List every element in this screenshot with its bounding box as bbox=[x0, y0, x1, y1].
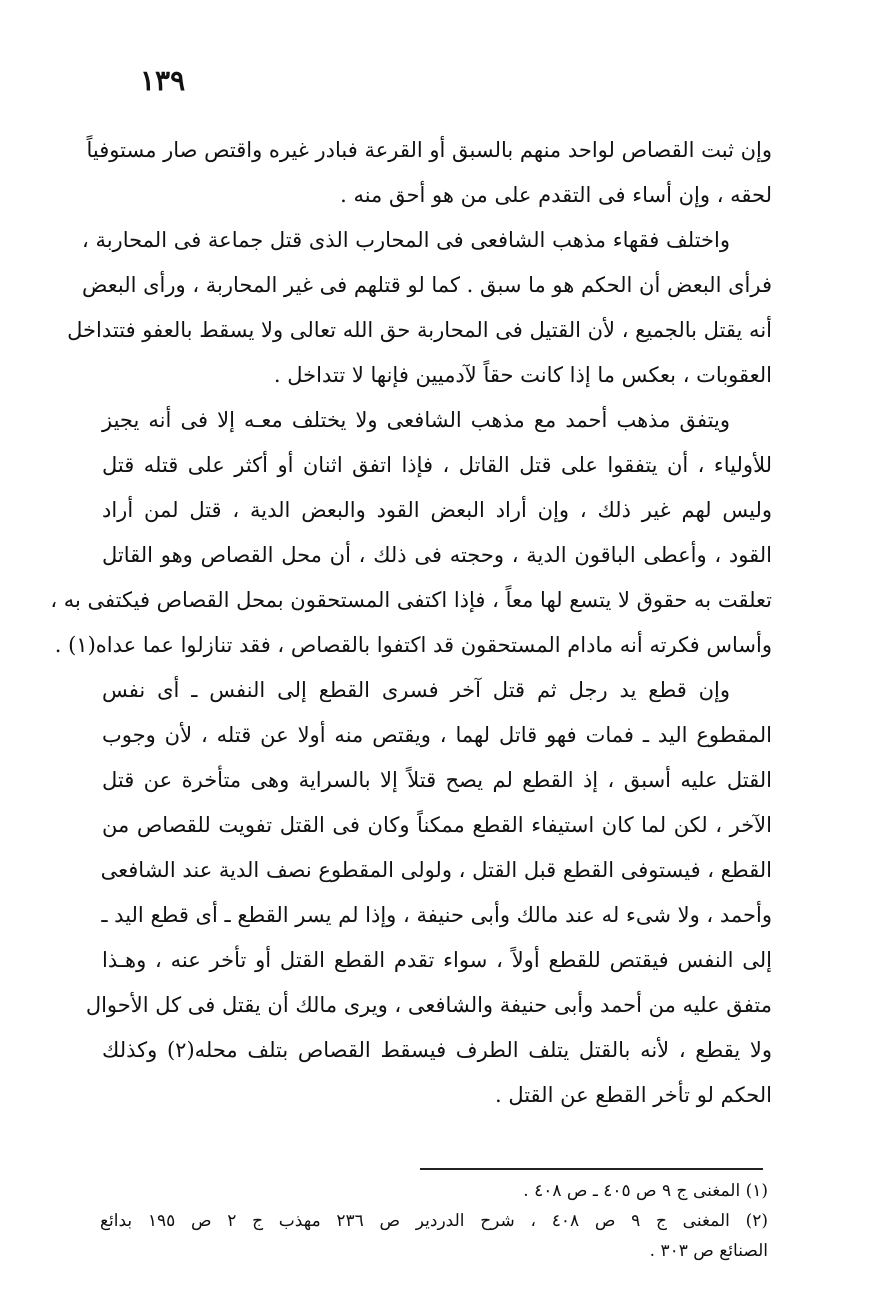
text-line: وليس لهم غير ذلك ، وإن أراد البعض القود والبعض الدية ، قتل لمن أراد bbox=[102, 498, 772, 522]
text-line: وأساس فكرته أنه مادام المستحقون قد اكتفوا بالقصاص ، فقد تنازلوا عما عداه(١) . bbox=[54, 633, 772, 657]
text-line: الحكم لو تأخر القطع عن القتل . bbox=[494, 1083, 772, 1107]
body-text bbox=[50, 128, 772, 1118]
text-line: وأحمد ، ولا شىء له عند مالك وأبى حنيفة ، وإذا لم يسر القطع ـ أى قطع اليد ـ bbox=[101, 903, 772, 927]
text-line: وإن قطع يد رجل ثم قتل آخر فسرى القطع إلى النفس ـ أى نفس bbox=[102, 678, 730, 702]
page-number: ١٣٩ bbox=[140, 64, 186, 97]
text-line: العقوبات ، بعكس ما إذا كانت حقاً لآدميين فإنها لا تتداخل . bbox=[273, 363, 772, 387]
text-line: الآخر ، لكن لما كان استيفاء القطع ممكناً وكان فى القتل تفويت للقصاص من bbox=[102, 813, 772, 837]
footnotes bbox=[100, 1176, 768, 1266]
text-line: القود ، وأعطى الباقون الدية ، وحجته فى ذلك ، أن محل القصاص وهو القاتل bbox=[102, 543, 772, 567]
text-line: القطع ، فيستوفى القطع قبل القتل ، ولولى المقطوع نصف الدية عند الشافعى bbox=[100, 858, 772, 882]
text-line: واختلف فقهاء مذهب الشافعى فى المحارب الذى قتل جماعة فى المحاربة ، bbox=[82, 228, 730, 252]
text-line: المقطوع اليد ـ فمات فهو قاتل لهما ، ويقتص منه أولا عن قتله ، لأن وجوب bbox=[102, 723, 772, 747]
text-line: القتل عليه أسبق ، إذ القطع لم يصح قتلاً إلا بالسراية وهى متأخرة عن قتل bbox=[102, 768, 772, 792]
text-line: للأولياء ، أن يتفقوا على قتل القاتل ، فإذا اتفق اثنان أو أكثر على قتله قتل bbox=[102, 453, 772, 477]
footnote-divider bbox=[420, 1168, 763, 1170]
text-line: فرأى البعض أن الحكم هو ما سبق . كما لو قتلهم فى غير المحاربة ، ورأى البعض bbox=[82, 273, 772, 297]
footnote-line: (١) المغنى ج ٩ ص ٤٠٥ ـ ص ٤٠٨ . bbox=[523, 1181, 768, 1201]
text-line: تعلقت به حقوق لا يتسع لها معاً ، فإذا اكتفى المستحقون بمحل القصاص فيكتفى به ، bbox=[50, 588, 772, 612]
text-line: ولا يقطع ، لأنه بالقتل يتلف الطرف فيسقط القصاص بتلف محله(٢) وكذلك bbox=[102, 1038, 772, 1062]
text-line: أنه يقتل بالجميع ، لأن القتيل فى المحاربة حق الله تعالى ولا يسقط بالعفو فتتداخل bbox=[67, 318, 772, 342]
text-line: ويتفق مذهب أحمد مع مذهب الشافعى ولا يختلف معـه إلا فى أنه يجيز bbox=[102, 408, 730, 432]
text-line: لحقه ، وإن أساء فى التقدم على من هو أحق منه . bbox=[340, 183, 772, 207]
footnote-line: (٢) المغنى ج ٩ ص ٤٠٨ ، شرح الدردير ص ٢٣٦ مهذب ج ٢ ص ١٩٥ بدائع bbox=[100, 1211, 768, 1231]
footnote-line: الصنائع ص ٣٠٣ . bbox=[649, 1241, 768, 1261]
text-line: متفق عليه من أحمد وأبى حنيفة والشافعى ، ويرى مالك أن يقتل فى كل الأحوال bbox=[85, 993, 772, 1017]
text-line: إلى النفس فيقتص للقطع أولاً ، سواء تقدم القطع القتل أو تأخر عنه ، وهـذا bbox=[102, 948, 772, 972]
text-line: وإن ثبت القصاص لواحد منهم بالسبق أو القرعة فبادر غيره واقتص صار مستوفياً bbox=[86, 138, 772, 162]
